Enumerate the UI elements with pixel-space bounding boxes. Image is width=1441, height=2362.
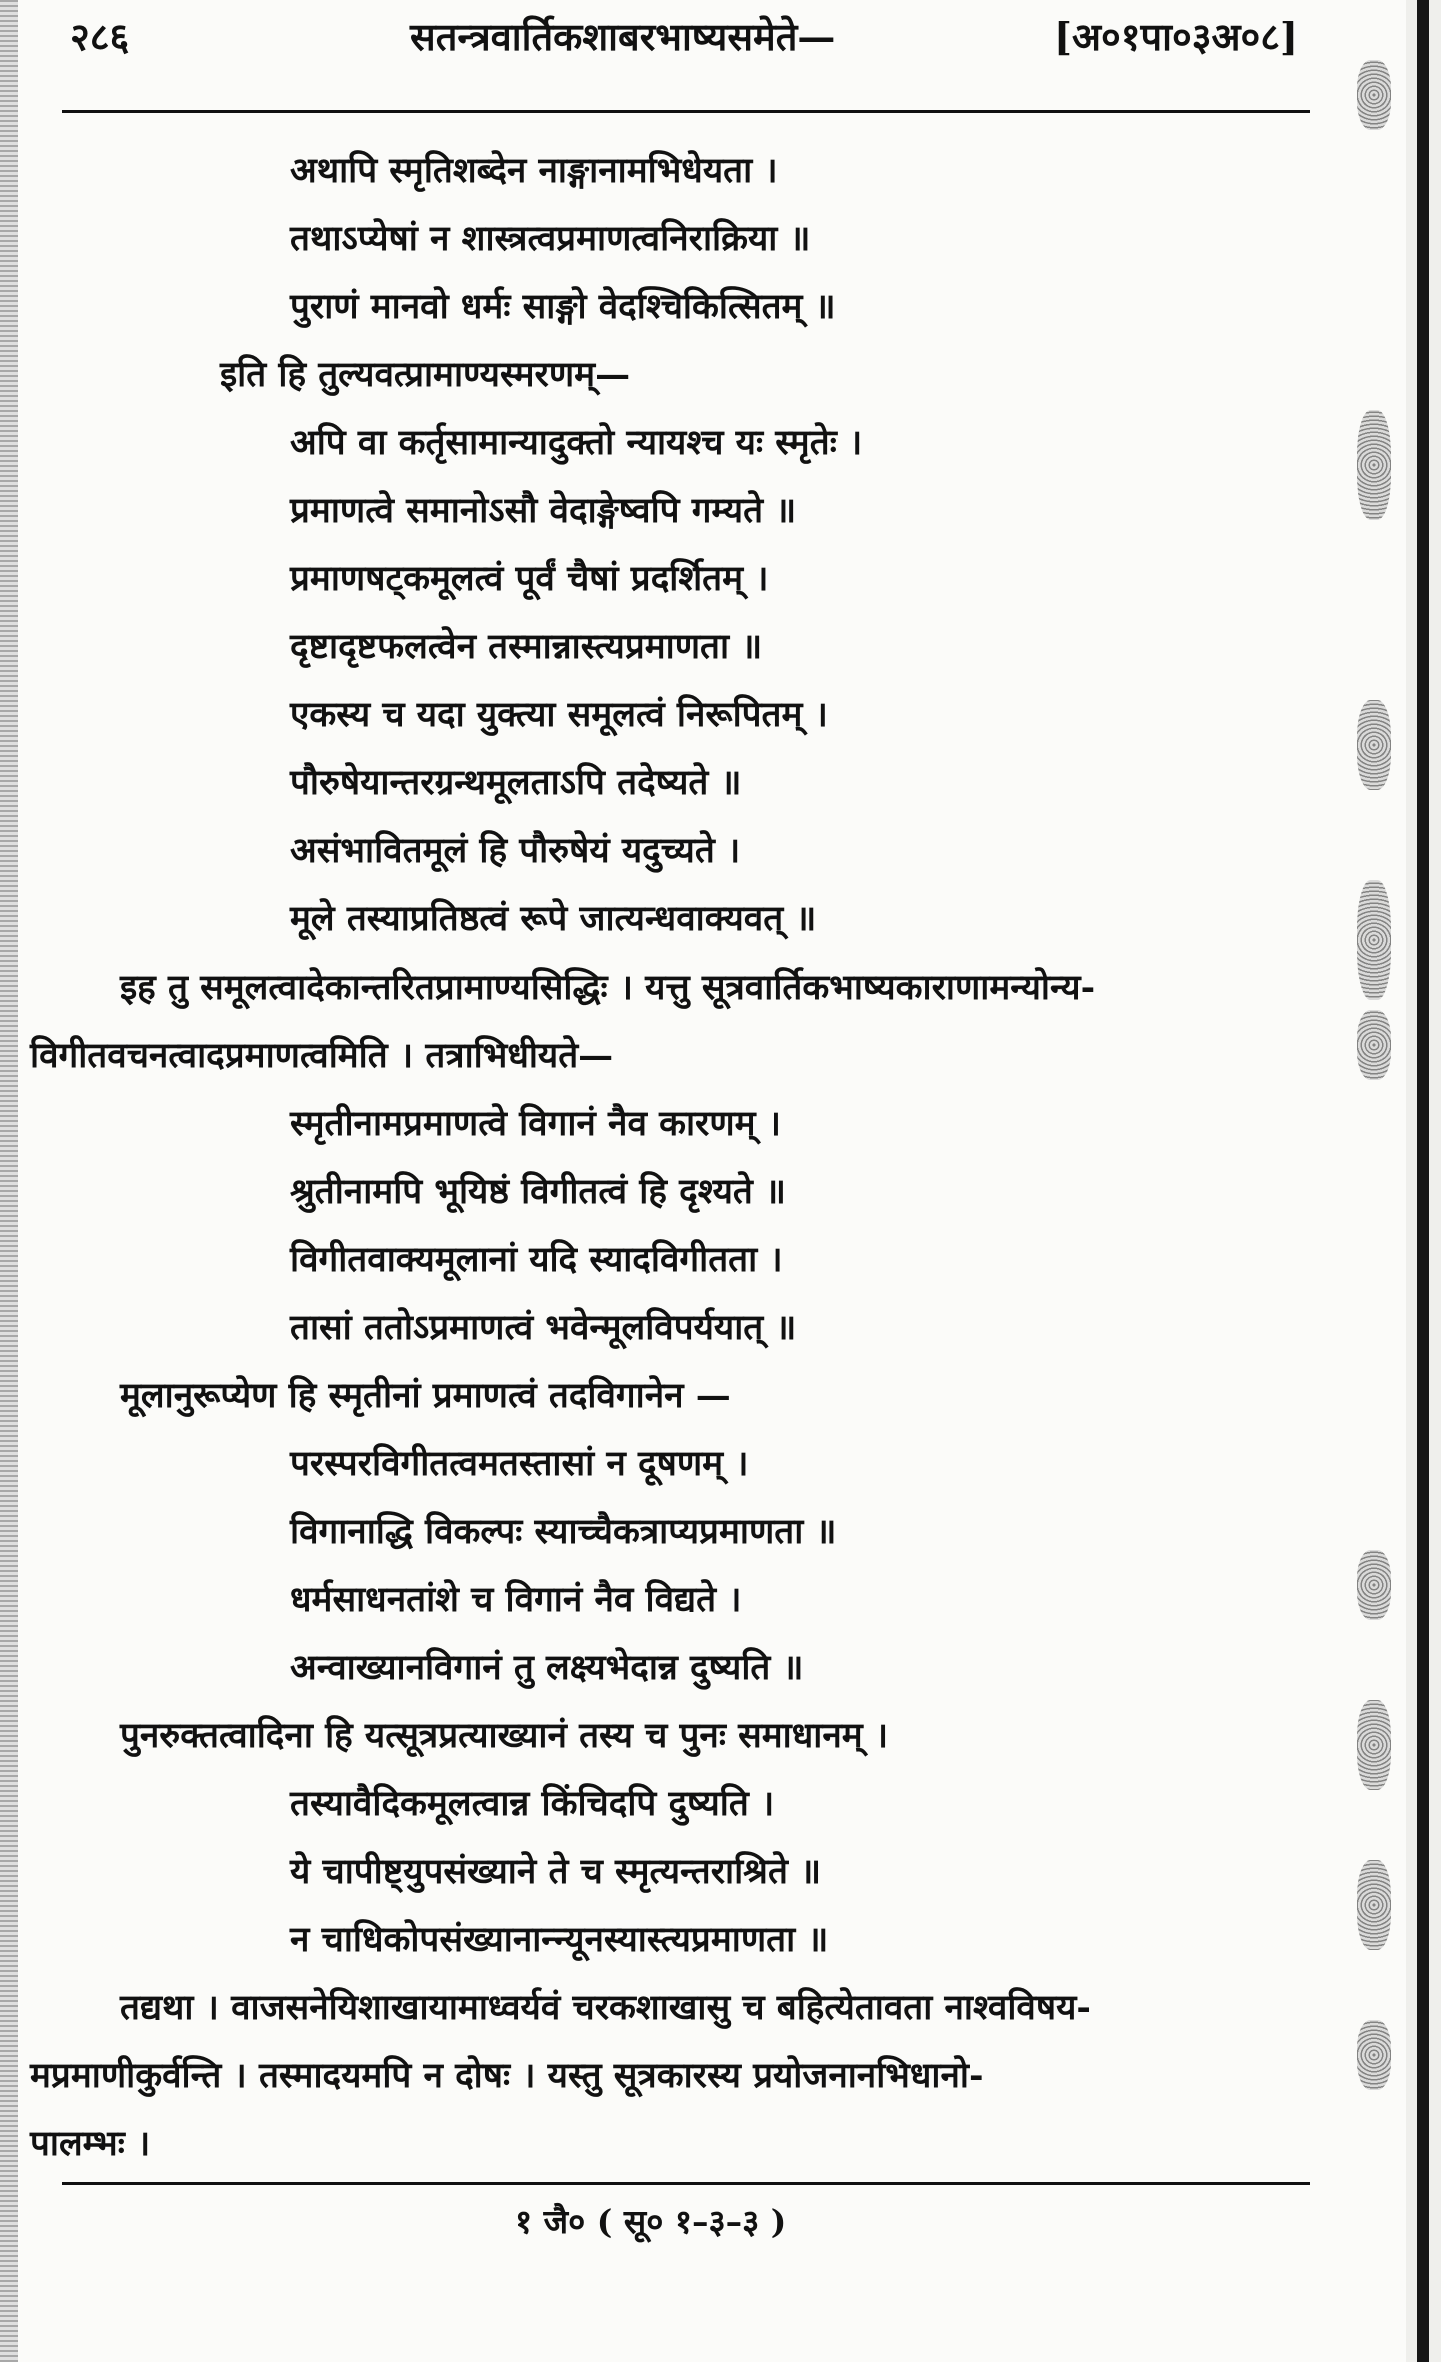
verse-line: परस्परविगीतत्वमतस्तासां न दूषणम् ।: [290, 1443, 749, 1484]
footnote: १ जै० ( सू० १–३–३ ): [515, 2202, 787, 2241]
verse-line: तथाऽप्येषां न शास्त्रत्वप्रमाणत्वनिराक्रिया ॥: [290, 218, 811, 259]
verse-line: तासां ततोऽप्रमाणत्वं भवेन्मूलविपर्ययात् ॥: [290, 1307, 797, 1348]
verse-line: प्रमाणत्वे समानोऽसौ वेदाङ्गेष्वपि गम्यते ॥: [290, 490, 797, 531]
verse-line: प्रमाणषट्कमूलत्वं पूर्वं चैषां प्रदर्शितम् ।: [290, 558, 769, 599]
prose-line: तद्यथा । वाजसनेयिशाखायामाध्वर्यवं चरकशाखासु च बहित्येतावता नाश्वविषय-: [120, 1987, 1091, 2028]
verse-line: पौरुषेयान्तरग्रन्थमूलताऽपि तदेष्यते ॥: [290, 762, 742, 803]
section-reference: [अ०१पा०३अ०८]: [1054, 14, 1299, 59]
verse-line: विगीतवाक्यमूलानां यदि स्यादविगीतता ।: [290, 1239, 783, 1280]
prose-line: पुनरुक्तत्वादिना हि यत्सूत्रप्रत्याख्यानं तस्य च पुनः समाधानम् ।: [120, 1715, 889, 1756]
verse-line: अथापि स्मृतिशब्देन नाङ्गानामभिधेयता ।: [290, 150, 778, 191]
prose-line: पालम्भः ।: [30, 2123, 151, 2164]
verse-line: पुराणं मानवो धर्मः साङ्गो वेदश्चिकित्सितम् ॥: [290, 286, 836, 327]
verse-line: अपि वा कर्तृसामान्यादुक्तो न्यायश्च यः स्मृतेः ।: [290, 422, 863, 463]
verse-line: एकस्य च यदा युक्त्या समूलत्वं निरूपितम् ।: [290, 694, 828, 735]
verse-line: दृष्टादृष्टफलत्वेन तस्मान्नास्त्यप्रमाणता ॥: [290, 626, 763, 667]
verse-line: ये चापीष्ट्युपसंख्याने ते च स्मृत्यन्तराश्रिते ॥: [290, 1851, 822, 1892]
prose-line: मूलानुरूप्येण हि स्मृतीनां प्रमाणत्वं तदविगानेन —: [120, 1375, 731, 1416]
verse-line: असंभावितमूलं हि पौरुषेयं यदुच्यते ।: [290, 830, 741, 871]
verse-line: स्मृतीनामप्रमाणत्वे विगानं नैव कारणम् ।: [290, 1103, 782, 1144]
prose-line: मप्रमाणीकुर्वन्ति । तस्मादयमपि न दोषः । यस्तु सूत्रकारस्य प्रयोजनानभिधानो-: [30, 2055, 984, 2096]
prose-line: इति हि तुल्यवत्प्रामाण्यस्मरणम्—: [220, 354, 631, 395]
verse-line: श्रुतीनामपि भूयिष्ठं विगीतत्वं हि दृश्यते ॥: [290, 1171, 786, 1212]
prose-line: इह तु समूलत्वादेकान्तरितप्रामाण्यसिद्धिः । यत्तु सूत्रवार्तिकभाष्यकाराणामन्योन्य-: [120, 967, 1096, 1008]
page-number: २८६: [70, 14, 130, 59]
verse-line: धर्मसाधनतांशे च विगानं नैव विद्यते ।: [290, 1579, 742, 1620]
verse-line: अन्वाख्यानविगानं तु लक्ष्यभेदान्न दुष्यति ॥: [290, 1647, 804, 1688]
verse-line: विगानाद्धि विकल्पः स्याच्चैकत्राप्यप्रमाणता ॥: [290, 1511, 837, 1552]
prose-line: विगीतवचनत्वादप्रमाणत्वमिति । तत्राभिधीयते—: [30, 1035, 614, 1076]
verse-line: मूले तस्याप्रतिष्ठत्वं रूपे जात्यन्धवाक्यवत् ॥: [290, 898, 817, 939]
running-title: सतन्त्रवार्तिकशाबरभाष्यसमेते—: [410, 14, 836, 59]
verse-line: न चाधिकोपसंख्यानान्न्यूनस्यास्त्यप्रमाणता ॥: [290, 1919, 829, 1960]
footnote-rule: [62, 2182, 1310, 2185]
verse-line: तस्यावैदिकमूलत्वान्न किंचिदपि दुष्यति ।: [290, 1783, 775, 1824]
